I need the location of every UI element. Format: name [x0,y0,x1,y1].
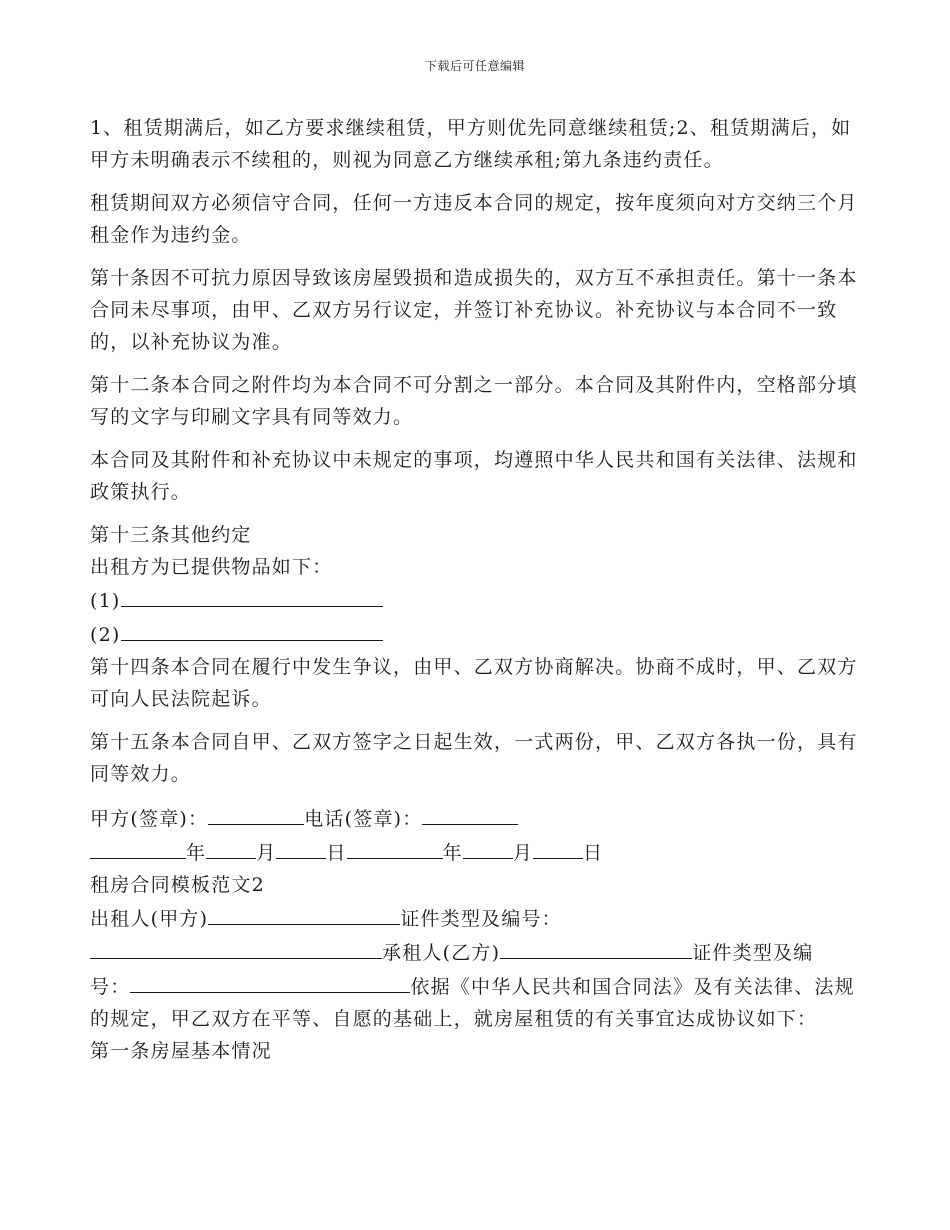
phone-blank[interactable] [422,801,518,825]
lessee-label: 承租人(乙方) [382,942,501,964]
day-label-b: 日 [583,842,604,864]
template2-title: 租房合同模板范文2 [90,874,265,896]
paragraph-force-majeure: 第十条因不可抗力原因导致该房屋毁损和造成损失的，双方互不承担责任。第十一条本合同未尽事项，由甲、乙双方另行议定，并签订补充协议。补充协议与本合同不一致的，以补充协议为准。 [90,267,858,353]
item-1-label: (1) [90,590,121,612]
lessee-id-label: 证件类型及编 [692,942,814,964]
month-blank-a[interactable] [206,835,256,859]
month-label-a: 月 [256,842,277,864]
lessor-blank[interactable] [208,901,400,925]
basis-text: 依据《中华人民共和国合同法》及有关法律、法规的规定，甲乙双方在平等、自愿的基础上，就房屋租赁的有关事宜达成协议如下： [90,976,855,1030]
article13-item-2 [90,617,860,651]
phone-label: 电话(签章)： [304,808,423,830]
lessor-id-label: 证件类型及编号： [400,908,562,930]
paragraph-dispute: 第十四条本合同在履行中发生争议，由甲、乙双方协商解决。协商不成时，甲、乙双方可向人民法院起诉。 [90,656,858,710]
item-2-blank[interactable] [121,617,383,641]
party-a-blank[interactable] [208,801,304,825]
article13-intro: 出租方为已提供物品如下： [90,556,333,578]
lessee-blank[interactable] [500,935,692,959]
year-label-a: 年 [186,842,207,864]
basis-paragraph [90,969,860,1035]
paragraph-law: 本合同及其附件和补充协议中未规定的事项，均遵照中华人民共和国有关法律、法规和政策执行。 [90,449,858,503]
lessee-line [90,935,860,969]
paragraph-effective: 第十五条本合同自甲、乙双方签字之日起生效，一式两份，甲、乙双方各执一份，具有同等效力。 [90,731,858,785]
year-label-b: 年 [442,842,463,864]
paragraph-renewal: 1、租赁期满后，如乙方要求继续租赁，甲方则优先同意继续租赁;2、租赁期满后，如甲方未明确表示不续租的，则视为同意乙方继续承租;第九条违约责任。 [90,117,852,171]
header-note: 下载后可任意编辑 [424,59,525,73]
day-blank-b[interactable] [533,835,583,859]
signature-line [90,801,860,835]
lessor-id-blank[interactable] [90,935,382,959]
article1-title: 第一条房屋基本情况 [90,1040,272,1062]
date-line [90,835,860,869]
year-blank-a[interactable] [90,835,186,859]
hao-label: 号： [90,976,131,998]
lessor-label: 出租人(甲方) [90,908,209,930]
paragraph-annex: 第十二条本合同之附件均为本合同不可分割之一部分。本合同及其附件内，空格部分填写的文字与印刷文字具有同等效力。 [90,374,858,428]
item-1-blank[interactable] [121,583,383,607]
lessee-id-blank[interactable] [130,969,410,993]
lessor-line [90,901,860,935]
month-blank-b[interactable] [463,835,513,859]
document-body [90,112,860,1067]
year-blank-b[interactable] [347,835,443,859]
month-label-b: 月 [512,842,534,864]
item-2-label: (2) [90,624,121,646]
paragraph-breach: 租赁期间双方必须信守合同，任何一方违反本合同的规定，按年度须向对方交纳三个月租金作为违约金。 [90,192,858,246]
article13-item-1 [90,583,860,617]
day-label-a: 日 [326,842,347,864]
day-blank-a[interactable] [276,835,326,859]
article13-title: 第十三条其他约定 [90,524,252,546]
party-a-label: 甲方(签章)： [90,808,209,830]
